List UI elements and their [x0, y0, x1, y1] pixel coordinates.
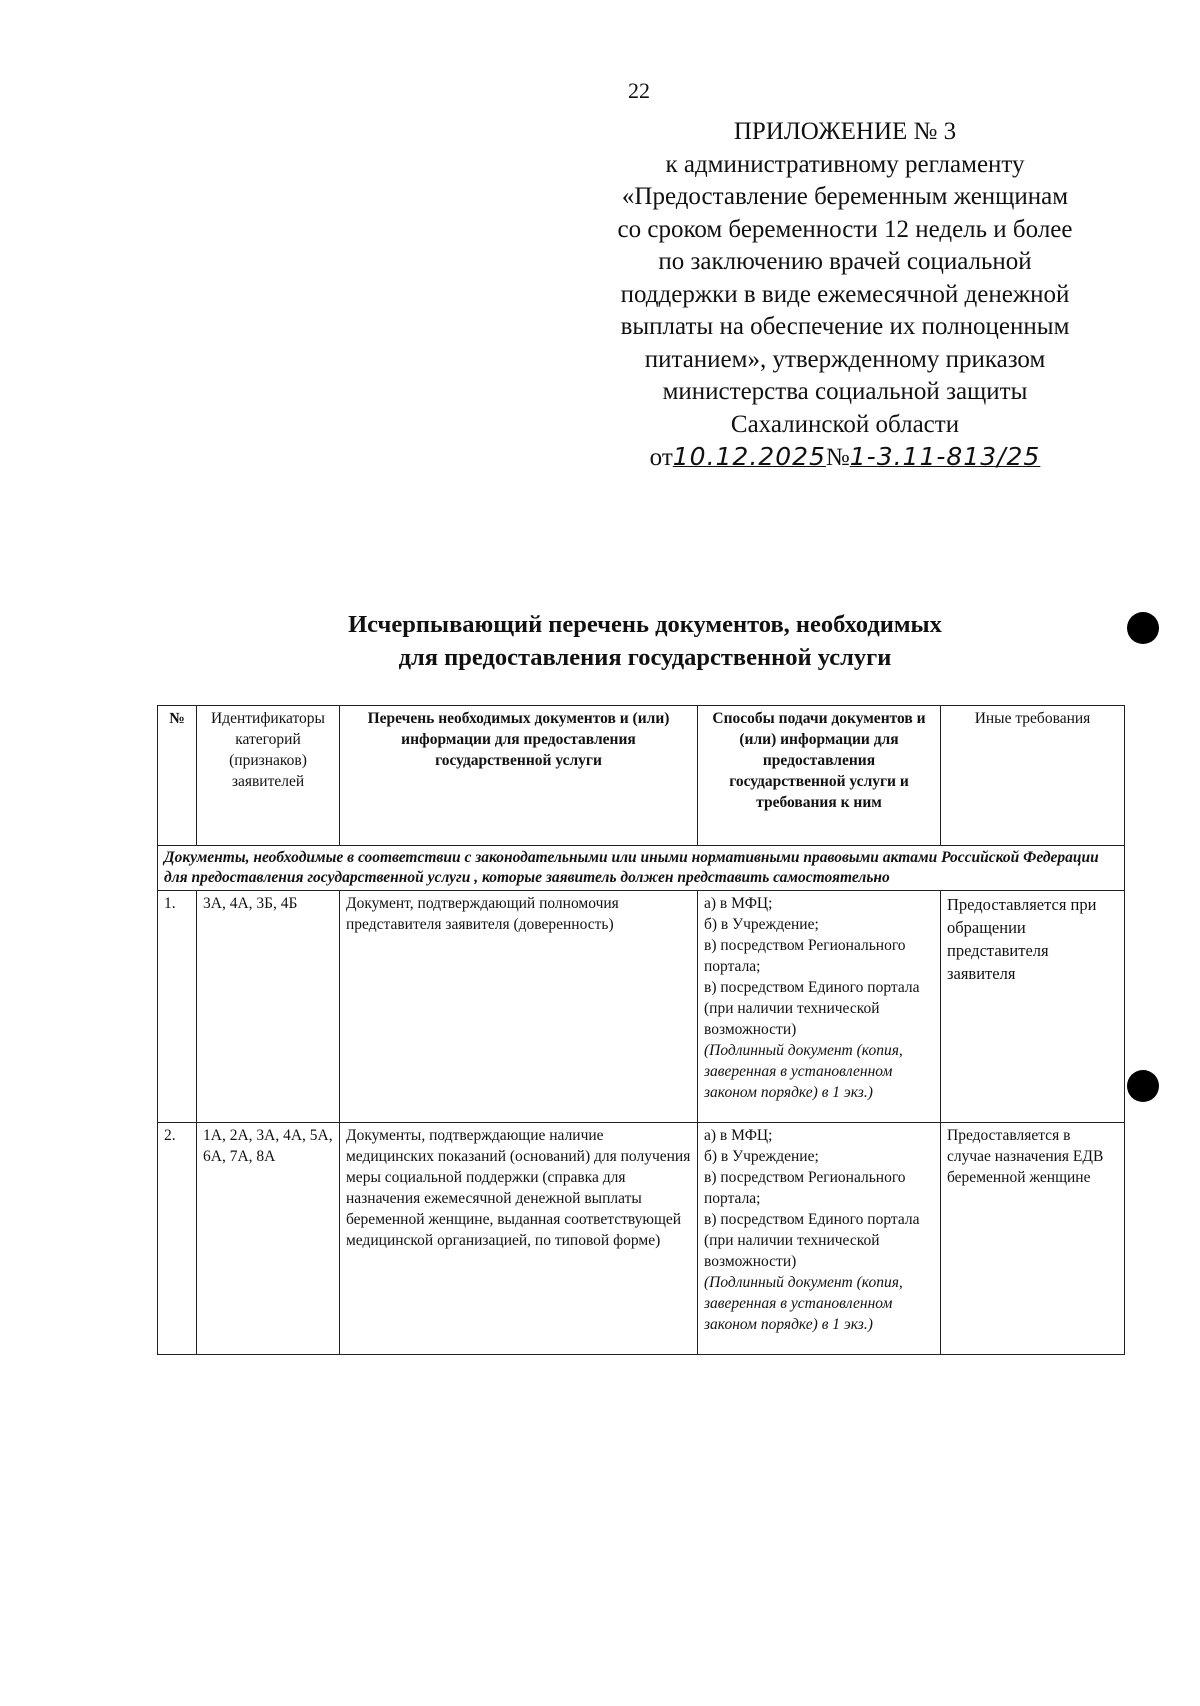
row-categories: 3А, 4А, 3Б, 4Б — [197, 891, 340, 1123]
row-categories: 1А, 2А, 3А, 4А, 5А, 6А, 7А, 8А — [197, 1123, 340, 1355]
way-item: в) посредством Регионального портала; — [704, 1169, 906, 1207]
appendix-line: министерства социальной защиты — [662, 378, 1028, 405]
appendix-line: поддержки в виде ежемесячной денежной — [620, 280, 1070, 308]
row-ways — [698, 1123, 941, 1355]
title-line-2: для предоставления государственной услуги — [398, 644, 892, 671]
appendix-title: ПРИЛОЖЕНИЕ № 3 — [733, 118, 957, 145]
appendix-line: к административному регламенту — [665, 150, 1025, 178]
title-line-1: Исчерпывающий перечень документов, необходимых — [348, 611, 942, 638]
way-note: (Подлинный документ (копия, заверенная в установленном законом порядке) в 1 экз.) — [704, 1274, 903, 1333]
row-other: Предоставляется при обращении представителя заявителя — [941, 891, 1125, 1123]
appendix-line: питанием», утвержденному приказом — [644, 345, 1046, 373]
row-ways — [698, 891, 941, 1123]
row-documents: Документы, подтверждающие наличие медицинских показаний (оснований) для получения меры социальной поддержки (справка для назначения ежемесячной денежной выплаты беременной женщине, выданная соответствующей медицинской организацией, по типовой форме) — [340, 1123, 698, 1355]
appendix-line: выплаты на обеспечение их полноценным — [620, 313, 1070, 340]
header-other: Иные требования — [941, 706, 1125, 846]
documents-table — [157, 705, 1125, 1355]
handwritten-number: 1-3.11-813/25 — [849, 442, 1041, 471]
header-categories: Идентификаторы категорий (признаков) заявителей — [197, 706, 340, 846]
from-label: от — [649, 444, 673, 471]
table-row — [158, 1123, 1125, 1355]
header-documents: Перечень необходимых документов и (или) информации для предоставления государственной услуги — [340, 706, 698, 846]
punch-hole-mark — [1127, 612, 1159, 644]
section-heading: Документы, необходимые в соответствии с законодательными или иными нормативными правовыми актами Российской Федерации для предоставления государственной услуги , которые заявитель должен представить самостоятельно — [158, 846, 1125, 891]
table-row — [158, 891, 1125, 1123]
appendix-line: «Предоставление беременным женщинам — [621, 183, 1069, 210]
header-ways: Способы подачи документов и (или) информации для предоставления государственной услуги и требования к ним — [698, 706, 941, 846]
document-title — [160, 608, 1130, 674]
appendix-line: по заключению врачей социальной — [658, 248, 1032, 275]
table-header-row — [158, 706, 1125, 846]
way-note: (Подлинный документ (копия, заверенная в установленном законом порядке) в 1 экз.) — [704, 1042, 903, 1101]
order-date-number — [575, 441, 1115, 475]
handwritten-date: 10.12.2025 — [672, 442, 826, 471]
punch-hole-mark — [1127, 1070, 1159, 1102]
way-item: в) посредством Регионального портала; — [704, 937, 906, 975]
header-num: № — [158, 706, 197, 846]
row-other: Предоставляется в случае назначения ЕДВ беременной женщине — [941, 1123, 1125, 1355]
appendix-line: со сроком беременности 12 недель и более — [617, 215, 1073, 243]
row-num: 1. — [158, 891, 197, 1123]
appendix-line: Сахалинской области — [730, 410, 960, 438]
way-item: б) в Учреждение; — [704, 916, 819, 933]
way-item: в) посредством Единого портала (при наличии технической возможности) — [704, 979, 920, 1038]
row-num: 2. — [158, 1123, 197, 1355]
way-item: а) в МФЦ; — [704, 895, 773, 912]
number-label: № — [825, 444, 850, 471]
row-documents: Документ, подтверждающий полномочия представителя заявителя (доверенность) — [340, 891, 698, 1123]
way-item: б) в Учреждение; — [704, 1148, 819, 1165]
way-item: а) в МФЦ; — [704, 1127, 773, 1144]
appendix-block — [575, 116, 1115, 475]
page-number: 22 — [628, 78, 650, 103]
way-item: в) посредством Единого портала (при наличии технической возможности) — [704, 1211, 920, 1270]
section-row — [158, 846, 1125, 891]
